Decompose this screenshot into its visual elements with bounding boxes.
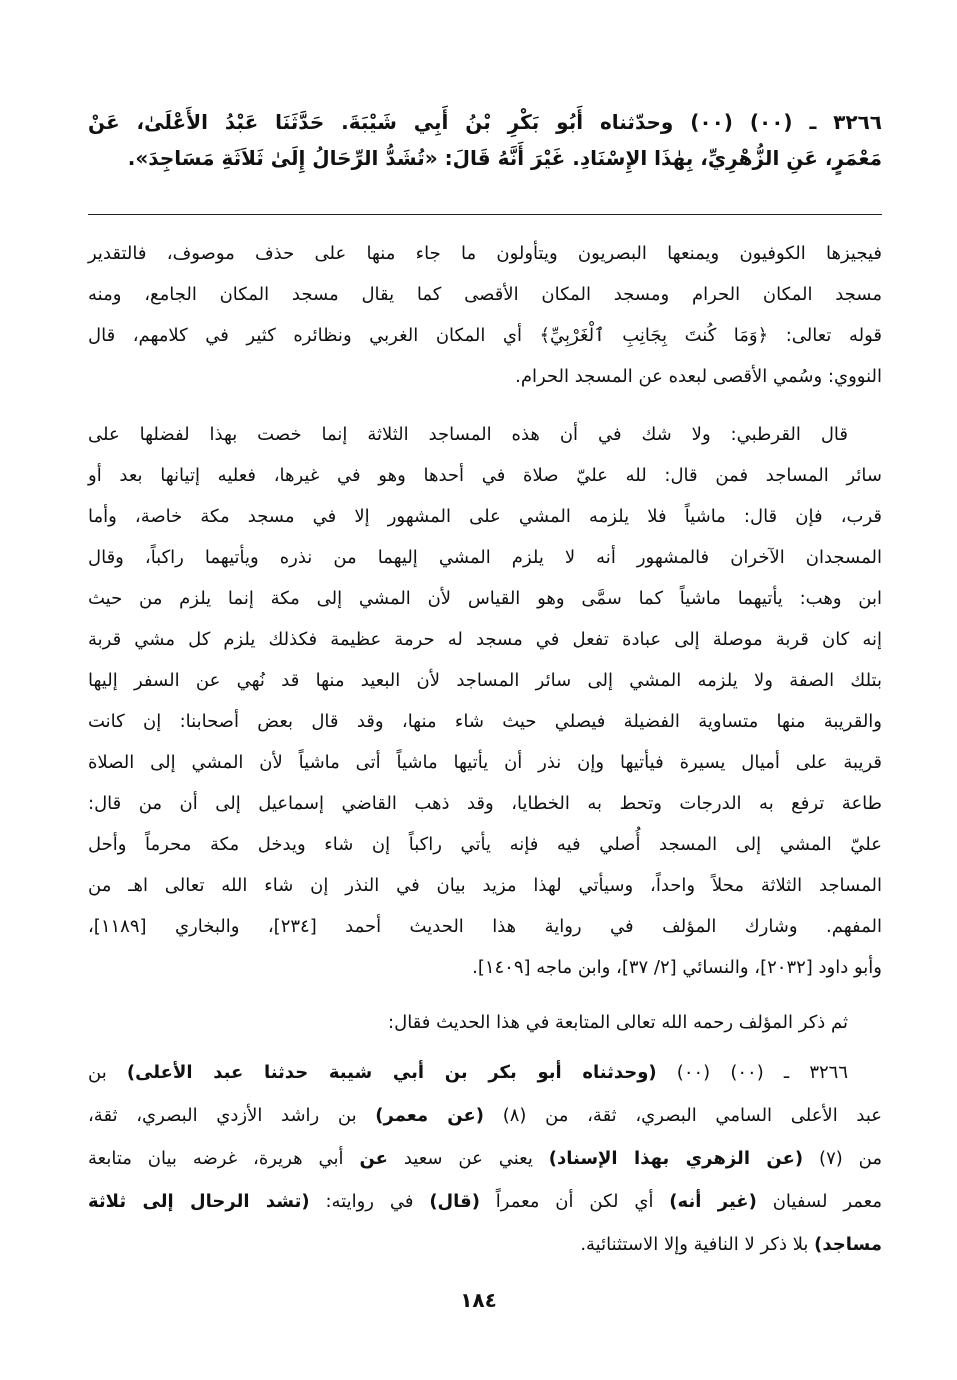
bold-quote-segment: (غير أنه) bbox=[669, 1191, 757, 1212]
commentary-line: المساجد الثلاثة محلاً واحداً، وسيأتي لهذا مزيد بيان في النذر إن شاء الله تعالى اهـ من bbox=[88, 875, 882, 896]
text-segment: بلا ذكر لا النافية وإلا الاستثنائية. bbox=[580, 1234, 815, 1255]
commentary-line: والقريبة منها متساوية الفضيلة فيصلي حيث شاء منها، وقد قال بعض أصحابنا: إن كانت bbox=[88, 711, 882, 732]
text-segment: أبي هريرة، غرضه بيان متابعة bbox=[88, 1148, 360, 1169]
commentary-line: سائر المساجد فمن قال: لله عليّ صلاة في أحدها وهو في غيرها، فعليه إتيانها بعد أو bbox=[88, 465, 882, 486]
bold-quote-segment: (قال) bbox=[429, 1191, 480, 1212]
text-segment: ٣٢٦٦ ـ (٠٠) (٠٠) bbox=[656, 1062, 848, 1083]
text-segment: بن راشد الأزدي البصري، ثقة، bbox=[88, 1105, 376, 1126]
commentary-line: إنه كان قربة موصلة إلى عبادة تفعل في مسجد له حرمة عظيمة فكذلك يلزم كل مشي قربة bbox=[88, 629, 882, 650]
commentary-line: النووي: وسُمي الأقصى لبعده عن المسجد الحرام. bbox=[515, 366, 882, 387]
commentary-line: مسجد المكان الحرام ومسجد المكان الأقصى كما يقال مسجد المكان الجامع، ومنه bbox=[88, 284, 882, 305]
text-segment: معمر لسفيان bbox=[756, 1191, 882, 1212]
text-segment: في روايته: bbox=[309, 1191, 430, 1212]
commentary-line: قال القرطبي: ولا شك في أن هذه المساجد الثلاثة إنما خصت بهذا لفضلها على bbox=[88, 424, 848, 445]
commentary-line: المسجدان الآخران فالمشهور أنه لا يلزم المشي إليهما من نذره ويأتيهما راكباً، وقال bbox=[88, 547, 882, 568]
text-segment: أي لكن أن معمراً bbox=[479, 1191, 670, 1212]
bold-quote-segment: (تشد الرحال إلى ثلاثة bbox=[88, 1191, 310, 1212]
commentary-line: قوله تعالى: ﴿وَمَا كُنتَ بِجَانِبِ ٱلْغَرْبِيِّ﴾ أي المكان الغربي ونظائره كثير في كلامهم، قال bbox=[88, 325, 882, 346]
bold-quote-segment: (وحدثناه أبو بكر بن أبي شيبة حدثنا عبد الأعلى) bbox=[126, 1062, 657, 1083]
text-segment: بن bbox=[88, 1062, 127, 1083]
bold-quote-segment: (عن معمر) bbox=[375, 1105, 485, 1126]
commentary-line: ابن وهب: يأتيهما ماشياً كما سمَّى وهو القياس لأن المشي إلى مكة إنما يلزم من حيث bbox=[88, 588, 882, 609]
commentary-line: فيجيزها الكوفيون ويمنعها البصريون ويتأولون ما جاء منها على حذف موصوف، فالتقدير bbox=[88, 243, 882, 264]
commentary-line: المفهم. وشارك المؤلف في رواية هذا الحديث أحمد [٢٣٤]، والبخاري [١١٨٩]، bbox=[88, 916, 882, 937]
commentary-line: بتلك الصفة ولا يلزمه المشي إلى سائر المساجد لأن البعيد منها قد نُهي عن السفر إليها bbox=[88, 670, 882, 691]
text-segment: يعني عن سعيد bbox=[387, 1148, 549, 1169]
hadith-line: ٣٢٦٦ ـ (٠٠) (٠٠) وحدّثناه أَبُو بَكْرِ بْنُ أَبِي شَيْبَةَ. حَدَّثَنَا عَبْدُ الأَعْلَىٰ، عَنْ bbox=[88, 110, 882, 134]
commentary-line: ثم ذكر المؤلف رحمه الله تعالى المتابعة في هذا الحديث فقال: bbox=[388, 1012, 848, 1033]
hadith-line: مَعْمَرٍ، عَنِ الزُّهْرِيِّ، بِهٰذَا الإِسْنَادِ. غَيْرَ أَنَّهُ قَالَ: «تُشَدُّ الرِّحَالُ إِلَىٰ ثَلاَثَةِ مَسَاجِدَ». bbox=[127, 146, 882, 170]
commentary-line: طاعة ترفع به الدرجات وتحط به الخطايا، وقد ذهب القاضي إسماعيل إلى أن من قال: bbox=[88, 793, 882, 814]
explanation-line bbox=[88, 1058, 882, 1088]
explanation-line bbox=[88, 1187, 882, 1217]
bold-quote-segment: مساجد) bbox=[814, 1234, 882, 1255]
bold-quote-segment: (عن الزهري بهذا الإسناد) bbox=[548, 1148, 804, 1169]
footnote-divider bbox=[88, 214, 882, 215]
commentary-line: قريبة على أميال يسيرة فيأتيها وإن نذر أن يأتيها ماشياً أتى ماشياً لأن المشي إلى الصلاة bbox=[88, 752, 882, 773]
page-number: ١٨٤ bbox=[460, 1288, 497, 1312]
bold-quote-segment: عن bbox=[359, 1148, 388, 1169]
text-segment: من (٧) bbox=[803, 1148, 883, 1169]
explanation-line bbox=[88, 1144, 882, 1174]
commentary-line: عليّ المشي إلى المسجد أُصلي فيه فإنه يأتي راكباً إن شاء ويدخل مكة محرماً وأحل bbox=[88, 834, 882, 855]
commentary-line: قرب، فإن قال: ماشياً فلا يلزمه المشي على المشهور إلا في مسجد مكة خاصة، وأما bbox=[88, 506, 882, 527]
text-segment: عبد الأعلى السامي البصري، ثقة، من (٨) bbox=[484, 1105, 882, 1126]
commentary-line: وأبو داود [٢٠٣٢]، والنسائي [٢/ ٣٧]، وابن ماجه [١٤٠٩]. bbox=[472, 957, 882, 978]
explanation-line bbox=[88, 1101, 882, 1131]
explanation-line bbox=[88, 1230, 882, 1260]
